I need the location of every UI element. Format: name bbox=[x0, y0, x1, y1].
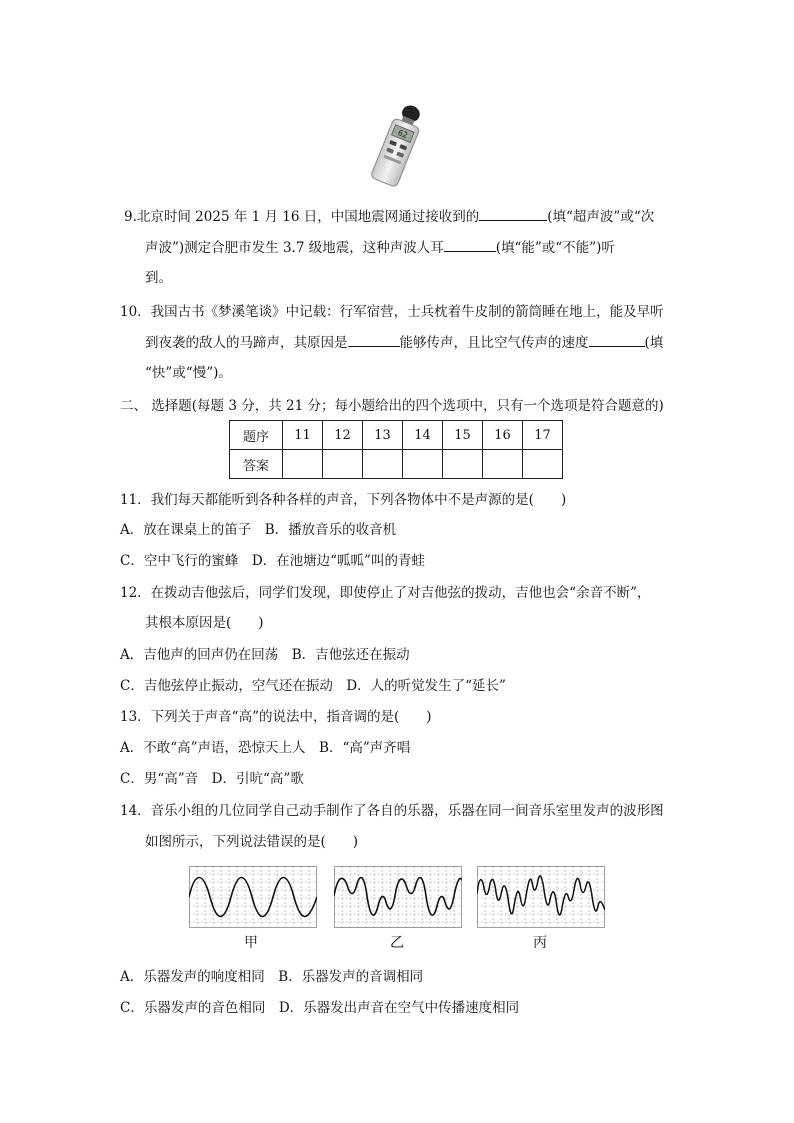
waveform-bing bbox=[477, 866, 605, 928]
q14-options-ab: A．乐器发声的响度相同 B．乐器发声的音调相同 bbox=[120, 969, 424, 985]
q10-text-c: (填 bbox=[644, 335, 664, 351]
q9-blank-1[interactable] bbox=[479, 206, 547, 221]
q10-text-b: 能够传声，且比空气传声的速度 bbox=[399, 335, 589, 351]
table-cell: 答案 bbox=[230, 450, 283, 479]
q10-text-a: 到夜袭的敌人的马蹄声，其原因是 bbox=[145, 335, 348, 351]
q10-line3: “快”或“慢”)。 bbox=[145, 365, 232, 381]
q9-text-b: (填“超声波”或“次 bbox=[547, 209, 655, 225]
waveform-jia bbox=[189, 866, 317, 928]
q9-line1 bbox=[124, 206, 654, 227]
table-cell: 17 bbox=[523, 421, 563, 450]
q10-blank-1[interactable] bbox=[348, 332, 400, 347]
wave-label-jia: 甲 bbox=[244, 935, 258, 951]
q9-text-d: (填“能”或“不能”)听 bbox=[495, 240, 615, 256]
section-2-heading: 二、 选择题(每题 3 分，共 21 分；每小题给出的四个选项中，只有一个选项是符合题意的) bbox=[120, 398, 664, 414]
q13-options-cd: C．男“高”音 D．引吭“高”歌 bbox=[120, 771, 304, 787]
q9-text-a: 9.北京时间 2025 年 1 月 16 日，中国地震网通过接收到的 bbox=[124, 209, 480, 225]
waveform-yi bbox=[334, 866, 462, 928]
answer-cell[interactable] bbox=[443, 450, 483, 479]
table-cell: 14 bbox=[403, 421, 443, 450]
table-cell: 15 bbox=[443, 421, 483, 450]
answer-cell[interactable] bbox=[403, 450, 443, 479]
q14-options-cd: C．乐器发声的音色相同 D．乐器发出声音在空气中传播速度相同 bbox=[120, 1000, 520, 1016]
q10-line2 bbox=[145, 332, 663, 353]
q13-stem: 13．下列关于声音“高”的说法中，指音调的是( ) bbox=[120, 709, 432, 725]
q11-options-cd: C．空中飞行的蜜蜂 D．在池塘边“呱呱”叫的青蛙 bbox=[120, 553, 425, 569]
answer-table bbox=[229, 420, 563, 479]
q10-blank-2[interactable] bbox=[589, 332, 645, 347]
wave-label-yi: 乙 bbox=[390, 935, 404, 951]
q10-line1: 10．我国古书《梦溪笔谈》中记载：行军宿营，士兵枕着牛皮制的箭筒睡在地上，能及早听 bbox=[120, 304, 664, 320]
answer-table-answer-row bbox=[230, 450, 563, 479]
q12-options-ab: A．吉他声的回声仍在回荡 B．吉他弦还在振动 bbox=[120, 647, 410, 663]
q12-stem-line1: 12．在拨动吉他弦后，同学们发现，即使停止了对吉他弦的拨动，吉他也会“余音不断”， bbox=[120, 585, 651, 601]
answer-cell[interactable] bbox=[363, 450, 403, 479]
q11-options-ab: A．放在课桌上的笛子 B．播放音乐的收音机 bbox=[120, 522, 397, 538]
q9-text-c: 声波”)测定合肥市发生 3.7 级地震，这种声波人耳 bbox=[145, 240, 444, 256]
sound-level-meter-image bbox=[360, 100, 430, 190]
q14-stem-line1: 14．音乐小组的几位同学自己动手制作了各自的乐器，乐器在同一间音乐室里发声的波形图 bbox=[120, 803, 664, 819]
meter-display-text: 62 bbox=[396, 128, 409, 141]
q12-stem-line2: 其根本原因是( ) bbox=[145, 615, 264, 631]
answer-cell[interactable] bbox=[523, 450, 563, 479]
q13-options-ab: A．不敢“高”声语，恐惊天上人 B．“高”声齐唱 bbox=[120, 740, 411, 756]
table-cell: 12 bbox=[323, 421, 363, 450]
table-cell: 11 bbox=[283, 421, 323, 450]
answer-cell[interactable] bbox=[323, 450, 363, 479]
table-cell: 16 bbox=[483, 421, 523, 450]
answer-cell[interactable] bbox=[483, 450, 523, 479]
answer-table-header-row bbox=[230, 421, 563, 450]
q14-stem-line2: 如图所示，下列说法错误的是( ) bbox=[145, 834, 359, 850]
table-cell: 题序 bbox=[230, 421, 283, 450]
wave-label-bing: 丙 bbox=[533, 935, 547, 951]
table-cell: 13 bbox=[363, 421, 403, 450]
q9-blank-2[interactable] bbox=[444, 237, 496, 252]
q9-line3: 到。 bbox=[145, 270, 172, 286]
q11-stem: 11．我们每天都能听到各种各样的声音，下列各物体中不是声源的是( ) bbox=[120, 492, 567, 508]
answer-cell[interactable] bbox=[283, 450, 323, 479]
q9-line2 bbox=[145, 237, 615, 258]
q12-options-cd: C．吉他弦停止振动，空气还在振动 D．人的听觉发生了“延长” bbox=[120, 678, 506, 694]
